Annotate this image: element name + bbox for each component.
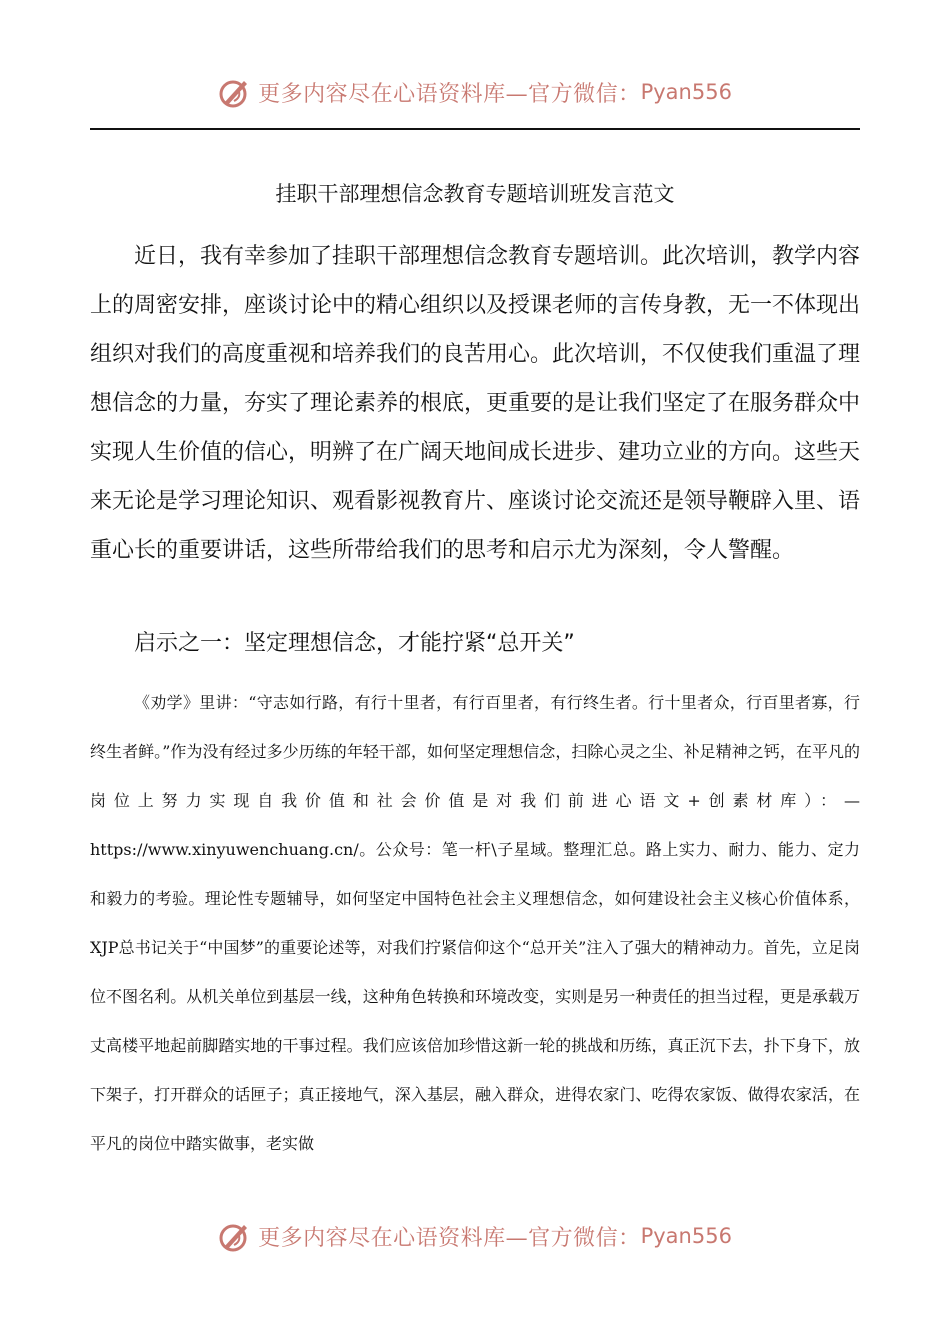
- body-paragraph: 《劝学》里讲：“守志如行路，有行十里者，有行百里者，有行终生者。行十里者众，行百里者寡，行终生者鲜。”作为没有经过多少历练的年轻干部，如何坚定理想信念，扫除心灵之尘、补足精神之钙，在平凡的岗位上努力实现自我价值和社会价值是对我们前进心语文+创素材库）：—https://www.xinyuwenchuang.cn/。公众号：笔一杆\子星域。整理汇总。路上实力、耐力、能力、定力和毅力的考验。理论性专题辅导，如何坚定中国特色社会主义理想信念，如何建设社会主义核心价值体系，XJP总书记关于“中国梦”的重要论述等，对我们拧紧信仰这个“总开关”注入了强大的精神动力。首先，立足岗位不图名利。从机关单位到基层一线，这种角色转换和环境改变，实则是另一种责任的担当过程，更是承载万丈高楼平地起前脚踏实地的干事过程。我们应该倍加珍惜这新一轮的挑战和历练，真正沉下去，扑下身下，放下架子，打开群众的话匣子；真正接地气，深入基层，融入群众，进得农家门、吃得农家饭、做得农家活，在平凡的岗位中踏实做事，老实做: [90, 693, 860, 1153]
- footer-banner-text: 更多内容尽在心语资料库—官方微信：: [258, 1225, 641, 1251]
- intro-paragraph: 近日，我有幸参加了挂职干部理想信念教育专题培训。此次培训，教学内容上的周密安排，座谈讨论中的精心组织以及授课老师的言传身教，无一不体现出组织对我们的高度重视和培养我们的良苦用心。此次培训，不仅使我们重温了理想信念的力量，夯实了理论素养的根底，更重要的是让我们坚定了在服务群众中实现人生价值的信心，明辨了在广阔天地间成长进步、建功立业的方向。这些天来无论是学习理论知识、观看影视教育片、座谈讨论交流还是领导鞭辟入里、语重心长的重要讲话，这些所带给我们的思考和启示尤为深刻，令人警醒。: [90, 244, 861, 563]
- footer-banner: [0, 1216, 950, 1256]
- pen-logo-icon: [218, 1219, 252, 1253]
- footer-banner-wechat: Pyan556: [640, 1224, 732, 1248]
- header-divider: [90, 128, 860, 130]
- pen-logo-icon: [218, 75, 252, 109]
- header-banner: [0, 72, 950, 112]
- document-title: 挂职干部理想信念教育专题培训班发言范文: [275, 182, 675, 206]
- header-banner-text: 更多内容尽在心语资料库—官方微信：: [258, 81, 641, 107]
- header-banner-wechat: Pyan556: [640, 80, 732, 104]
- section-heading: 启示之一：坚定理想信念，才能拧紧“总开关”: [134, 631, 575, 656]
